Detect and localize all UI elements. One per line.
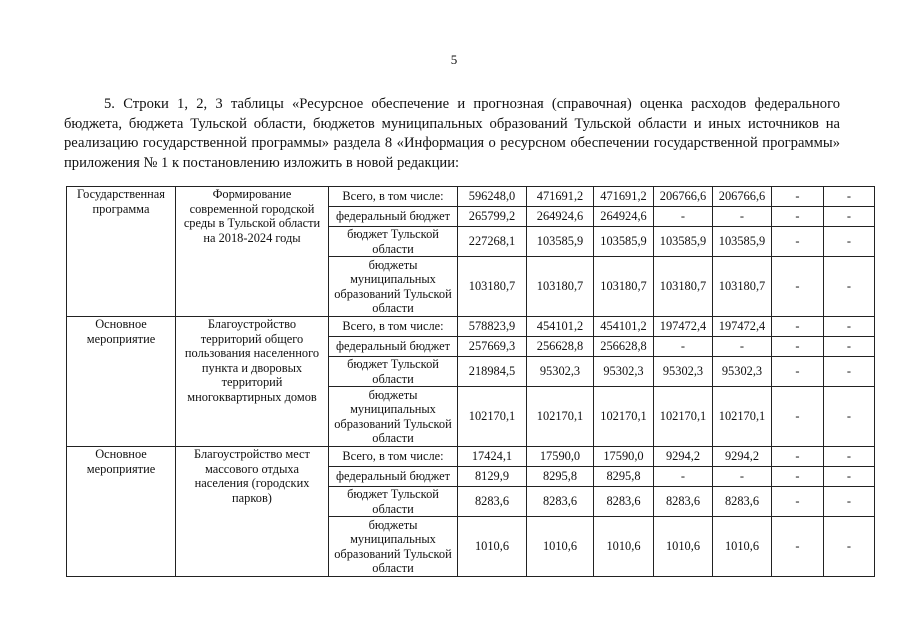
amount-cell: 103180,7 [527,257,594,317]
amount-cell: 197472,4 [713,317,772,337]
amount-cell: 1010,6 [458,517,527,577]
amount-cell: 471691,2 [594,187,654,207]
funding-source-cell: бюджет Тульской области [329,487,458,517]
funding-source-cell: федеральный бюджет [329,467,458,487]
table-row [67,187,875,207]
program-type-cell: Основное мероприятие [67,447,176,577]
amount-cell: 103180,7 [458,257,527,317]
amount-cell: - [713,467,772,487]
amount-cell: - [654,337,713,357]
amount-cell: 103585,9 [527,227,594,257]
amount-cell: 1010,6 [654,517,713,577]
amount-cell: 17590,0 [594,447,654,467]
amount-cell: 103180,7 [713,257,772,317]
amount-cell: - [824,207,875,227]
page-number: 5 [450,52,458,67]
amount-cell: 256628,8 [594,337,654,357]
amount-cell: - [713,337,772,357]
amount-cell: 8129,9 [458,467,527,487]
funding-source-cell: бюджет Тульской области [329,357,458,387]
amount-cell: 8283,6 [594,487,654,517]
amount-cell: - [772,207,824,227]
amount-cell: - [772,357,824,387]
program-name-cell: Формирование современной городской среды в Тульской области на 2018-2024 годы [176,187,329,317]
amount-cell: - [654,467,713,487]
amount-cell: - [772,257,824,317]
amount-cell: - [772,187,824,207]
amount-cell: 102170,1 [527,387,594,447]
amount-cell: 17424,1 [458,447,527,467]
amount-cell: - [772,387,824,447]
amount-cell: - [824,467,875,487]
amount-cell: 264924,6 [594,207,654,227]
amount-cell: 95302,3 [527,357,594,387]
amount-cell: 1010,6 [527,517,594,577]
resource-table [66,186,875,577]
amount-cell: - [824,387,875,447]
amount-cell: 103585,9 [713,227,772,257]
amount-cell: 102170,1 [654,387,713,447]
amount-cell: 471691,2 [527,187,594,207]
amount-cell: 8283,6 [713,487,772,517]
funding-source-cell: федеральный бюджет [329,337,458,357]
amount-cell: 264924,6 [527,207,594,227]
amount-cell: 197472,4 [654,317,713,337]
amount-cell: 95302,3 [594,357,654,387]
amount-cell: - [824,337,875,357]
amount-cell: - [772,337,824,357]
amount-cell: - [772,517,824,577]
amount-cell: 103180,7 [594,257,654,317]
amount-cell: - [772,227,824,257]
amount-cell: 454101,2 [527,317,594,337]
funding-source-cell: Всего, в том числе: [329,187,458,207]
amount-cell: 8295,8 [527,467,594,487]
funding-source-cell: бюджеты муниципальных образований Тульской области [329,257,458,317]
amount-cell: - [772,467,824,487]
funding-source-cell: Всего, в том числе: [329,317,458,337]
funding-source-cell: бюджеты муниципальных образований Тульской области [329,517,458,577]
amount-cell: - [824,517,875,577]
amount-cell: - [772,487,824,517]
amount-cell: 102170,1 [458,387,527,447]
amount-cell: 17590,0 [527,447,594,467]
amount-cell: 102170,1 [713,387,772,447]
amount-cell: 1010,6 [594,517,654,577]
amount-cell: 257669,3 [458,337,527,357]
amount-cell: - [824,487,875,517]
amount-cell: 8283,6 [654,487,713,517]
table-row [67,317,875,337]
table-row [67,447,875,467]
amount-cell: 102170,1 [594,387,654,447]
amount-cell: - [824,227,875,257]
amount-cell: 265799,2 [458,207,527,227]
amount-cell: 103585,9 [654,227,713,257]
amount-cell: - [713,207,772,227]
amount-cell: - [654,207,713,227]
funding-source-cell: Всего, в том числе: [329,447,458,467]
amount-cell: - [824,317,875,337]
amount-cell: 578823,9 [458,317,527,337]
amount-cell: 103585,9 [594,227,654,257]
amount-cell: 95302,3 [713,357,772,387]
amount-cell: 227268,1 [458,227,527,257]
amount-cell: 9294,2 [654,447,713,467]
funding-source-cell: федеральный бюджет [329,207,458,227]
amount-cell: - [824,357,875,387]
program-type-cell: Государственная программа [67,187,176,317]
amount-cell: 256628,8 [527,337,594,357]
amount-cell: 95302,3 [654,357,713,387]
amount-cell: - [824,187,875,207]
amount-cell: - [772,447,824,467]
amount-cell: 454101,2 [594,317,654,337]
amount-cell: 103180,7 [654,257,713,317]
funding-source-cell: бюджеты муниципальных образований Тульской области [329,387,458,447]
amount-cell: 9294,2 [713,447,772,467]
amount-cell: 8283,6 [458,487,527,517]
amount-cell: 8295,8 [594,467,654,487]
amount-cell: 596248,0 [458,187,527,207]
program-name-cell: Благоустройство территорий общего пользования населенного пункта и дворовых территорий многоквартирных домов [176,317,329,447]
amount-cell: - [824,257,875,317]
intro-paragraph: 5. Строки 1, 2, 3 таблицы «Ресурсное обеспечение и прогнозная (справочная) оценка расходов федерального бюджета, бюджета Тульской области, бюджетов муниципальных образований Тульской области и иных источников на реализацию государственной программы» раздела 8 «Информация о ресурсном обеспечении государственной программы» приложения № 1 к постановлению изложить в новой редакции: [64,96,840,171]
program-type-cell: Основное мероприятие [67,317,176,447]
amount-cell: - [772,317,824,337]
program-name-cell: Благоустройство мест массового отдыха населения (городских парков) [176,447,329,577]
amount-cell: 1010,6 [713,517,772,577]
amount-cell: 206766,6 [654,187,713,207]
amount-cell: 206766,6 [713,187,772,207]
funding-source-cell: бюджет Тульской области [329,227,458,257]
amount-cell: 8283,6 [527,487,594,517]
amount-cell: 218984,5 [458,357,527,387]
amount-cell: - [824,447,875,467]
